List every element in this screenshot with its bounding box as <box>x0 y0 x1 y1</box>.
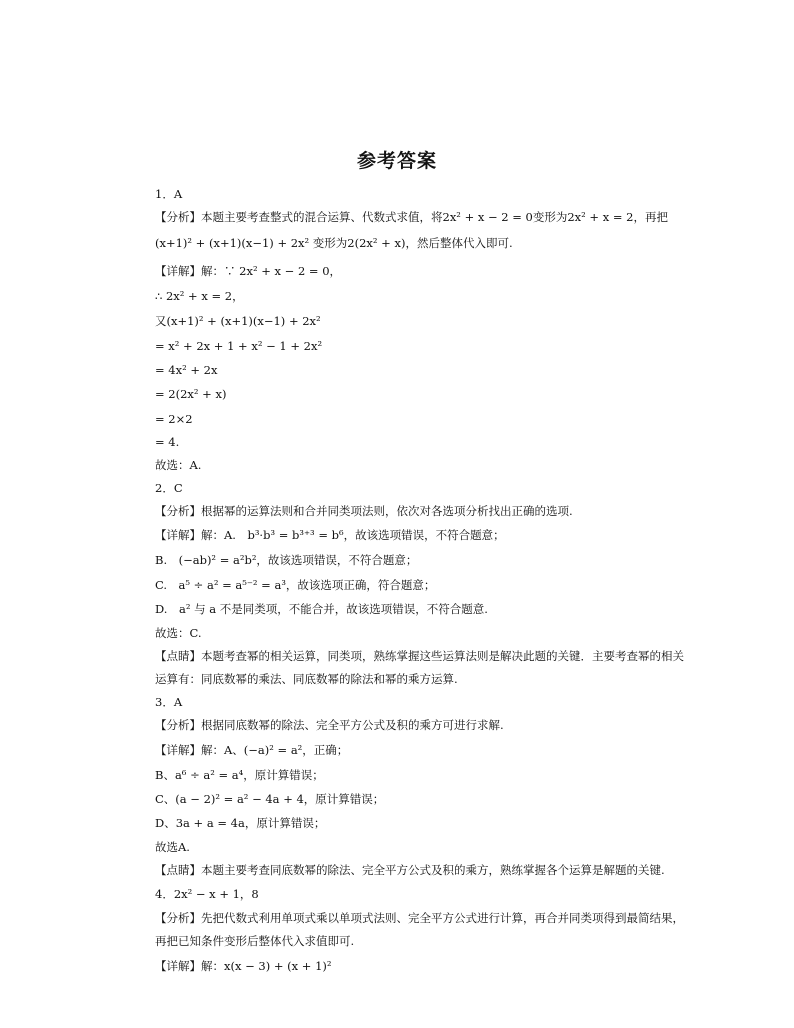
answer-line: 2．C <box>155 481 183 495</box>
answer-line: C. a⁵ ÷ a² = a⁵⁻² = a³，故该选项正确，符合题意； <box>155 578 436 592</box>
answer-line: (x+1)² + (x+1)(x−1) + 2x² 变形为2(2x² + x)，然后整体代入即可. <box>155 236 513 250</box>
answer-line: D、3a + a = 4a，原计算错误； <box>155 816 326 830</box>
answer-line: 【分析】本题主要考查整式的混合运算、代数式求值，将2x² + x − 2 = 0变形为2x² + x = 2，再把 <box>155 210 668 224</box>
answer-line: 1．A <box>155 187 183 201</box>
answer-line: C、(a − 2)² = a² − 4a + 4，原计算错误； <box>155 792 385 806</box>
page-title: 参考答案 <box>356 150 437 172</box>
answer-line: 【详解】解：x(x − 3) + (x + 1)² <box>155 959 332 973</box>
answer-line: = 4x² + 2x <box>155 363 218 377</box>
answer-line: 再把已知条件变形后整体代入求值即可. <box>155 934 355 948</box>
answer-line: 【详解】解：A、(−a)² = a²，正确； <box>155 743 349 757</box>
answer-line: 【分析】根据同底数幂的除法、完全平方公式及积的乘方可进行求解. <box>155 718 504 732</box>
answer-line: B. (−ab)² = a²b²，故该选项错误，不符合题意； <box>155 553 418 567</box>
answer-line: 故选A. <box>155 840 190 854</box>
answer-line: 【详解】解：A. b³·b³ = b³⁺³ = b⁶，故该选项错误，不符合题意； <box>155 528 505 542</box>
answer-line: = x² + 2x + 1 + x² − 1 + 2x² <box>155 339 323 353</box>
answer-line: 4．2x² − x + 1，8 <box>155 887 259 901</box>
answer-line: = 4. <box>155 435 180 449</box>
answer-line: ∴ 2x² + x = 2， <box>155 289 244 303</box>
answer-line: 【分析】根据幂的运算法则和合并同类项法则，依次对各选项分析找出正确的选项. <box>155 504 573 518</box>
answer-line: 运算有：同底数幂的乘法、同底数幂的除法和幂的乘方运算. <box>155 672 458 686</box>
answer-line: 【分析】先把代数式利用单项式乘以单项式法则、完全平方公式进行计算，再合并同类项得到最简结果， <box>155 911 684 925</box>
answer-line: 【点睛】本题主要考查同底数幂的除法、完全平方公式及积的乘方，熟练掌握各个运算是解题的关键. <box>155 863 665 877</box>
answer-line: 【点睛】本题考查幂的相关运算，同类项，熟练掌握这些运算法则是解决此题的关键．主要考查幂的相关 <box>155 649 684 663</box>
answer-line: 故选：C. <box>155 626 202 640</box>
answer-line: = 2(2x² + x) <box>155 387 227 401</box>
answer-line: 故选：A. <box>155 458 202 472</box>
answer-line: 又(x+1)² + (x+1)(x−1) + 2x² <box>155 314 321 328</box>
answer-line: 【详解】解：∵ 2x² + x − 2 = 0， <box>155 264 342 278</box>
answer-line: B、a⁶ ÷ a² = a⁴，原计算错误； <box>155 768 324 782</box>
answer-line: = 2×2 <box>155 412 193 426</box>
answer-line: 3．A <box>155 695 183 709</box>
answer-line: D. a² 与 a 不是同类项，不能合并，故该选项错误，不符合题意. <box>155 602 488 616</box>
